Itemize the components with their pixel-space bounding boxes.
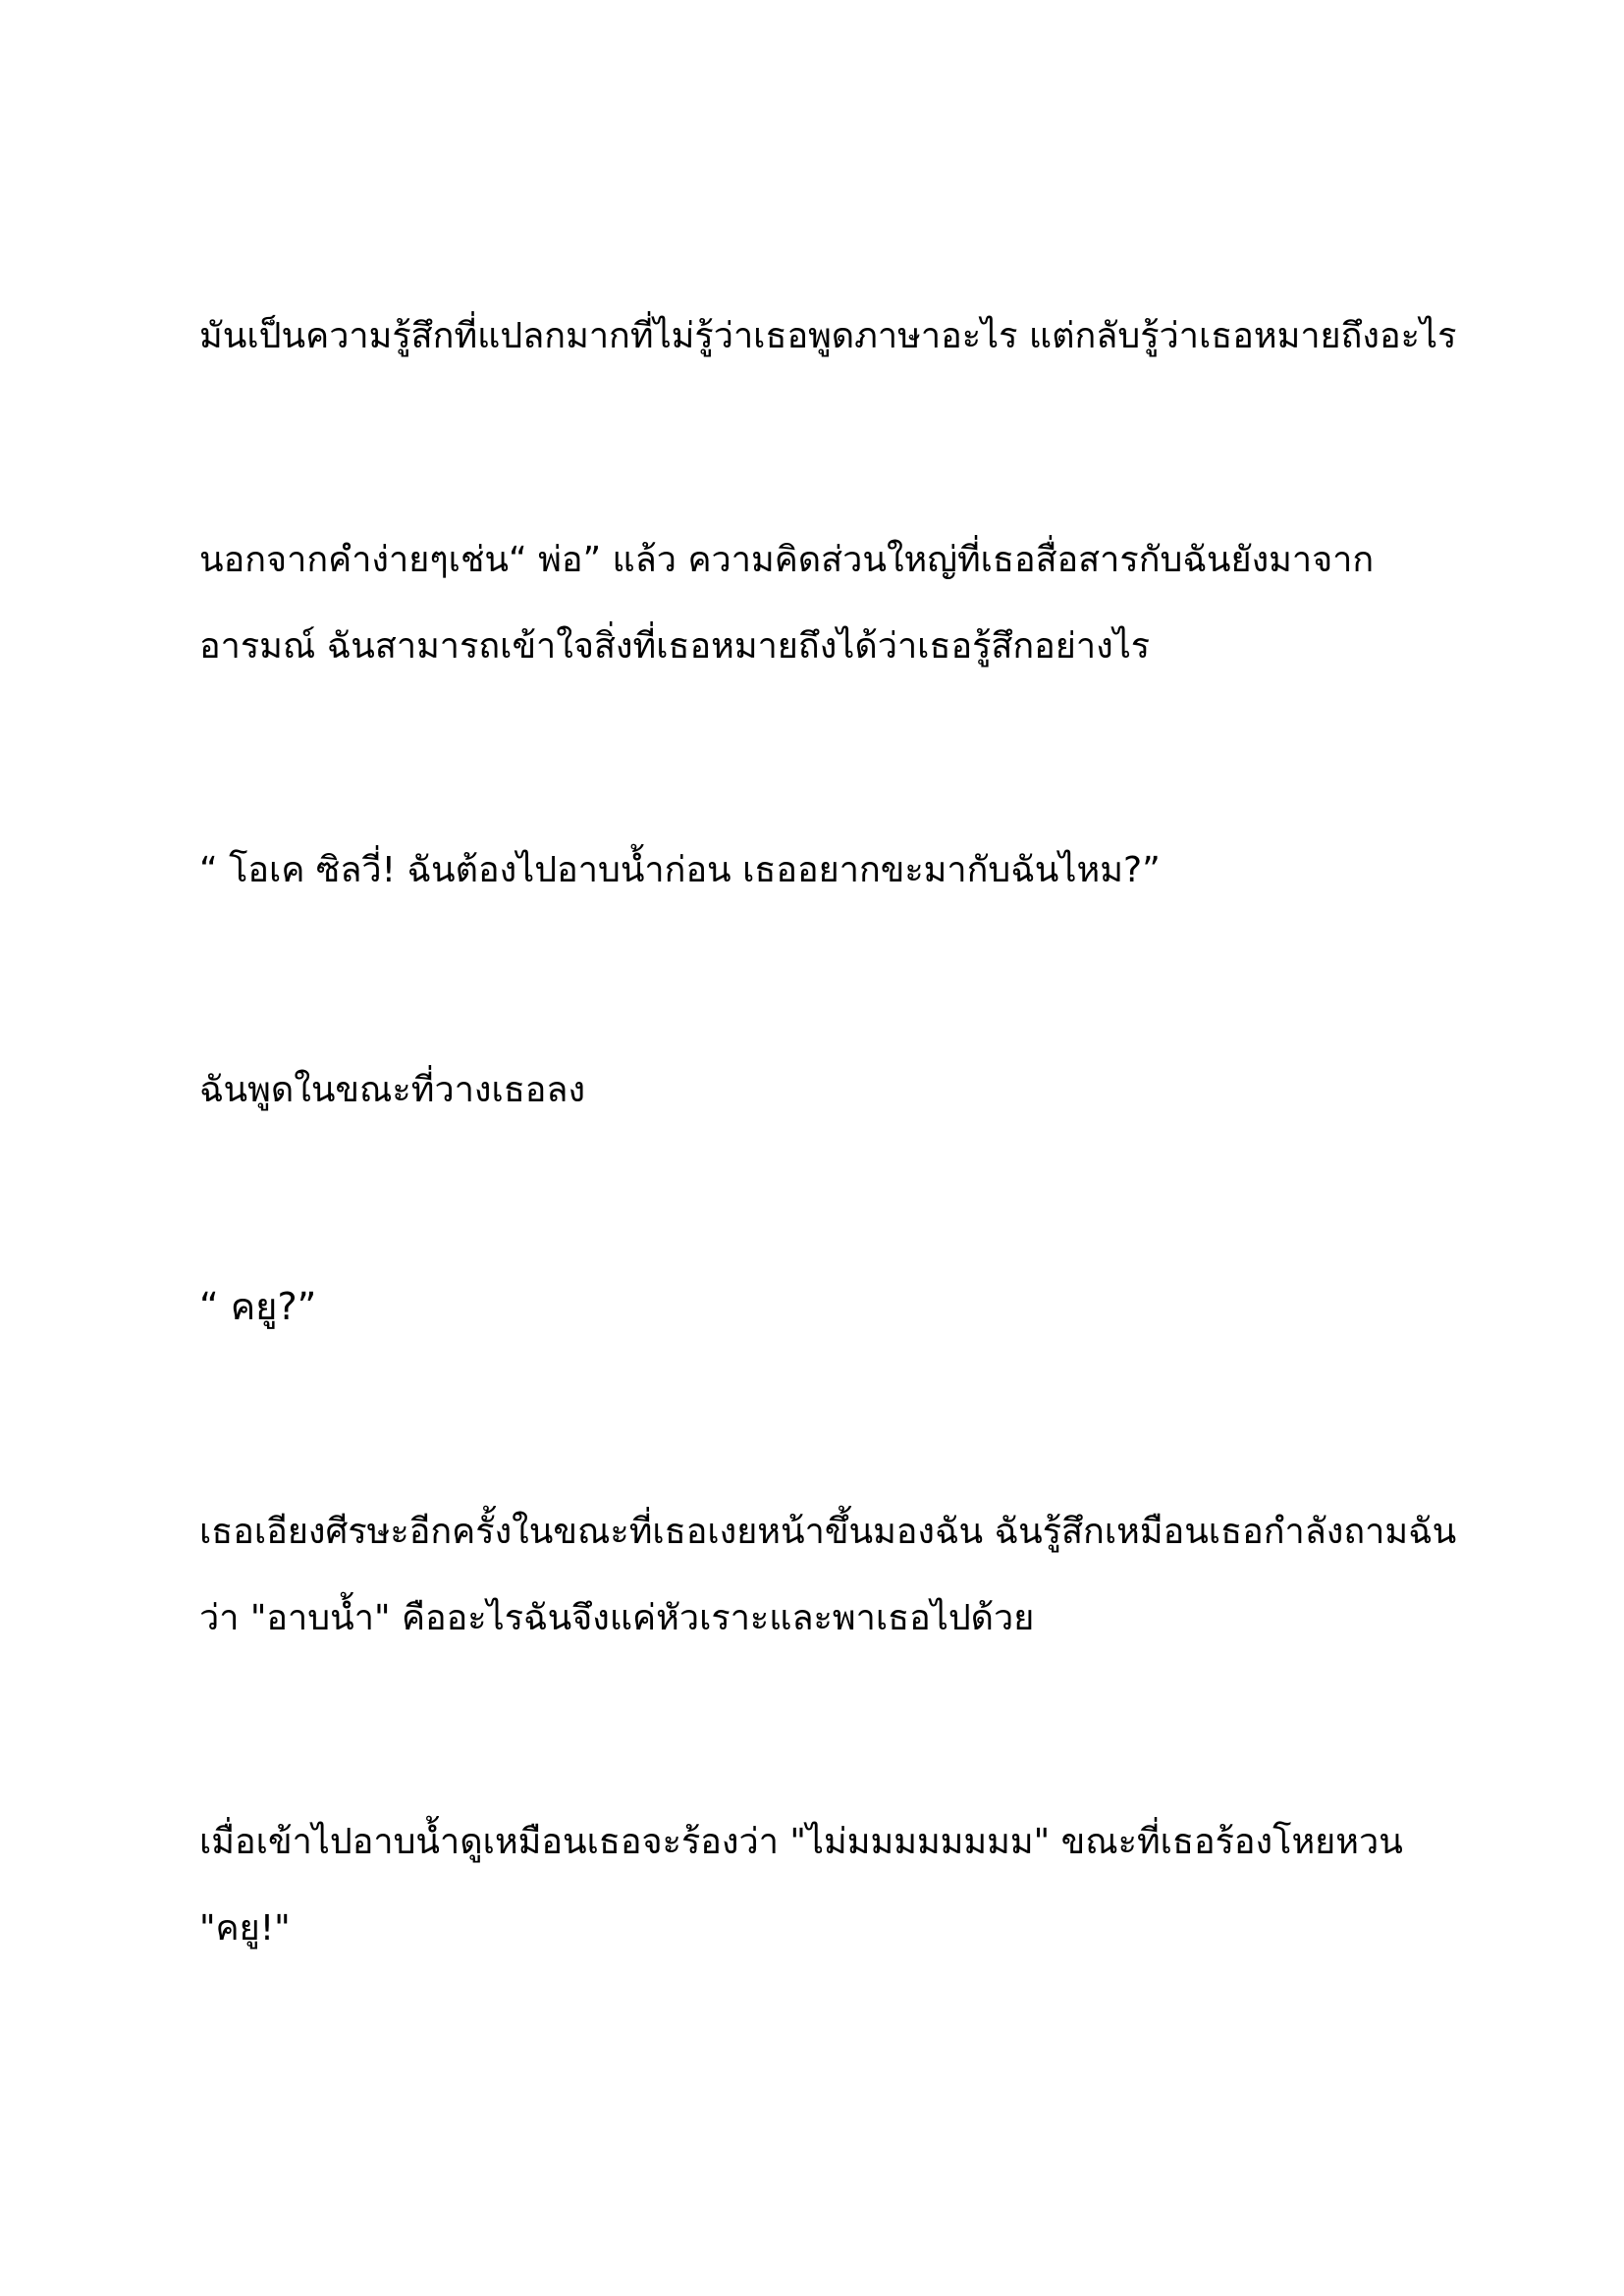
paragraph-5-line-2: "คยู!"	[199, 1908, 291, 1949]
paragraph-1-line-1: มันเป็นความรู้สึกที่แปลกมากที่ไม่รู้ว่าเธอพูดภาษาอะไร แต่กลับรู้ว่าเธอหมายถึงอะไร	[199, 316, 1457, 356]
paragraph-4-line-1: เธอเอียงศีรษะอีกครั้งในขณะที่เธอเงยหน้าขึ้นมองฉัน ฉันรู้สึกเหมือนเธอกำลังถามฉัน	[199, 1512, 1457, 1552]
dialogue-line-2: “ คยู?”	[199, 1285, 317, 1328]
dialogue-line-1: “ โอเค ซิลวี่! ฉันต้องไปอาบน้ำก่อน เธออยากขะมากับฉันไหม?”	[199, 850, 1161, 890]
paragraph-2-line-2: อารมณ์ ฉันสามารถเข้าใจสิ่งที่เธอหมายถึงได้ว่าเธอรู้สึกอย่างไร	[199, 626, 1151, 667]
paragraph-4-line-2: ว่า "อาบน้ำ" คืออะไรฉันจึงแค่หัวเราะและพาเธอไปด้วย	[199, 1598, 1035, 1638]
paragraph-5-line-1: เมื่อเข้าไปอาบน้ำดูเหมือนเธอจะร้องว่า "ไม่มมมมมมมม" ขณะที่เธอร้องโหยหวน	[199, 1822, 1403, 1862]
paragraph-2-line-1: นอกจากคำง่ายๆเช่น“ พ่อ” แล้ว ความคิดส่วนใหญ่ที่เธอสื่อสารกับฉันยังมาจาก	[199, 540, 1375, 580]
paragraph-3-line-1: ฉันพูดในขณะที่วางเธอลง	[199, 1070, 586, 1110]
